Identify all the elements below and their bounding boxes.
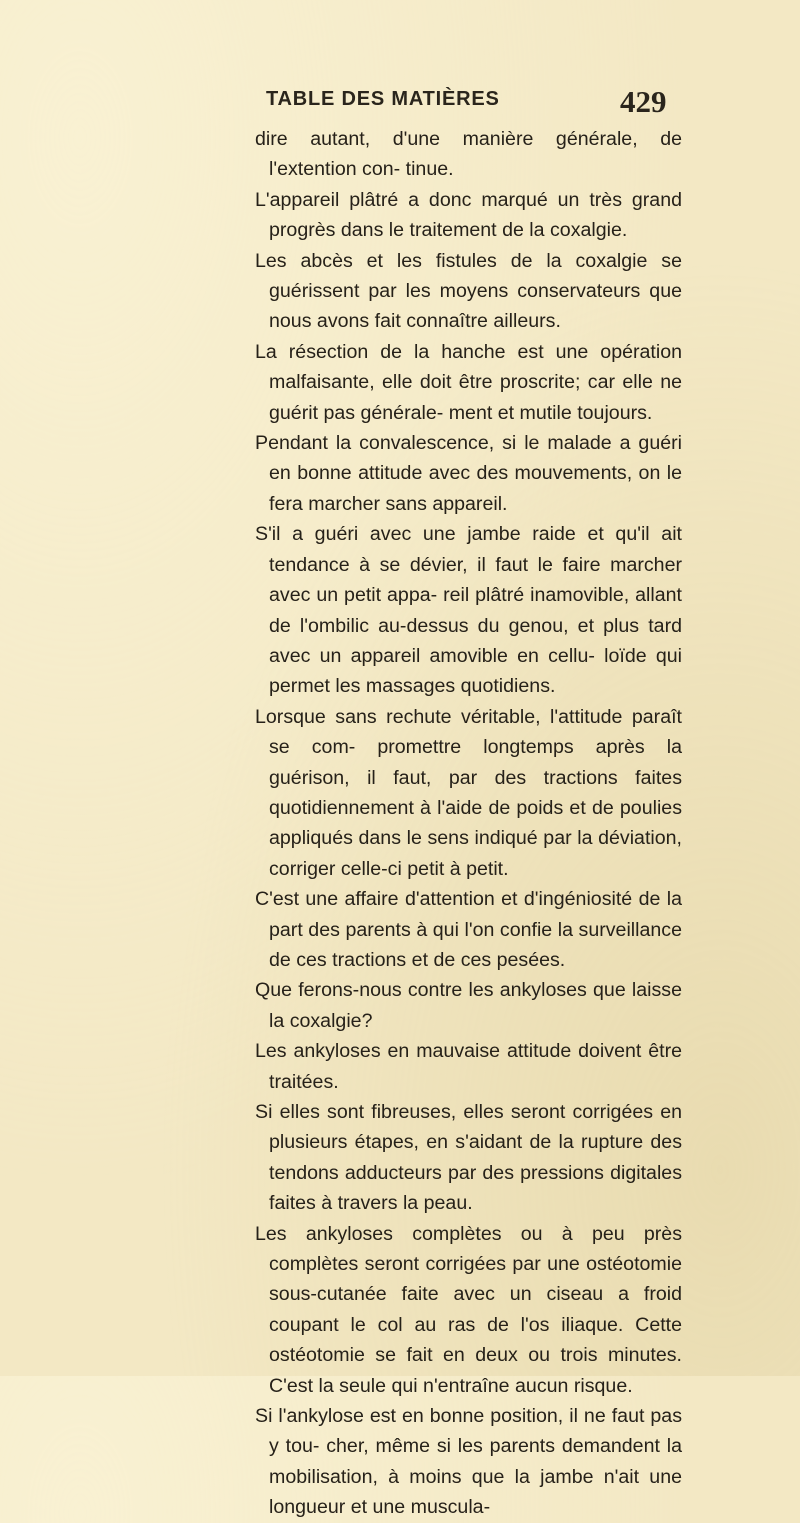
paragraph: L'appareil plâtré a donc marqué un très grand progrès dans le traitement de la coxalgie. [255, 188, 682, 242]
paragraph: Que ferons-nous contre les ankyloses que laisse la coxalgie? [255, 979, 682, 1032]
paragraph: dire autant, d'une manière générale, de l'extention con- tinue. [255, 128, 682, 181]
paragraph: Les abcès et les fistules de la coxalgie se guérissent par les moyens conservateurs que nous avons fait connaître ailleurs. [255, 249, 682, 333]
paragraph: Les ankyloses complètes ou à peu près complètes seront corrigées par une ostéotomie sous-cutanée faite avec un ciseau a froid coupant le col au ras de l'os iliaque. Cette ostéotomie se fait en deux ou trois minutes. C'est la seule qui n'entraîne aucun risque. [255, 1222, 682, 1397]
running-title: TABLE DES MATIÈRES [266, 88, 500, 110]
paragraph: Lorsque sans rechute véritable, l'attitude paraît se com- promettre longtemps après la guérison, il faut, par des tractions faites quotidiennement à l'aide de poids et de poulies appliqués dans le sens indiqué par la déviation, corriger celle-ci petit à petit. [255, 705, 682, 880]
running-header [0, 84, 800, 124]
paragraph: C'est une affaire d'attention et d'ingéniosité de la part des parents à qui l'on confie la surveillance de ces tractions et de ces pesées. [255, 888, 682, 971]
paragraph: Les ankyloses en mauvaise attitude doivent être traitées. [255, 1040, 682, 1093]
paragraph: S'il a guéri avec une jambe raide et qu'il ait tendance à se dévier, il faut le faire marcher avec un petit appa- reil plâtré inamovible, allant de l'ombilic au-dessus du genou, et plus tard avec un appareil amovible en cellu- loïde qui permet les massages quotidiens. [255, 523, 682, 698]
page-number: 429 [620, 84, 667, 119]
body-text [0, 124, 800, 1523]
paragraph: Pendant la convalescence, si le malade a guéri en bonne attitude avec des mouvements, on le fera marcher sans appareil. [255, 432, 682, 515]
paragraph: Si elles sont fibreuses, elles seront corrigées en plusieurs étapes, en s'aidant de la rupture des tendons adducteurs par des pressions digitales faites à travers la peau. [255, 1101, 682, 1215]
paragraph: Si l'ankylose est en bonne position, il ne faut pas y tou- cher, même si les parents demandent la mobilisation, à moins que la jambe n'ait une longueur et une muscula- [255, 1405, 682, 1519]
paragraph: La résection de la hanche est une opération malfaisante, elle doit être proscrite; car elle ne guérit pas générale- ment et mutile toujours. [255, 340, 682, 424]
